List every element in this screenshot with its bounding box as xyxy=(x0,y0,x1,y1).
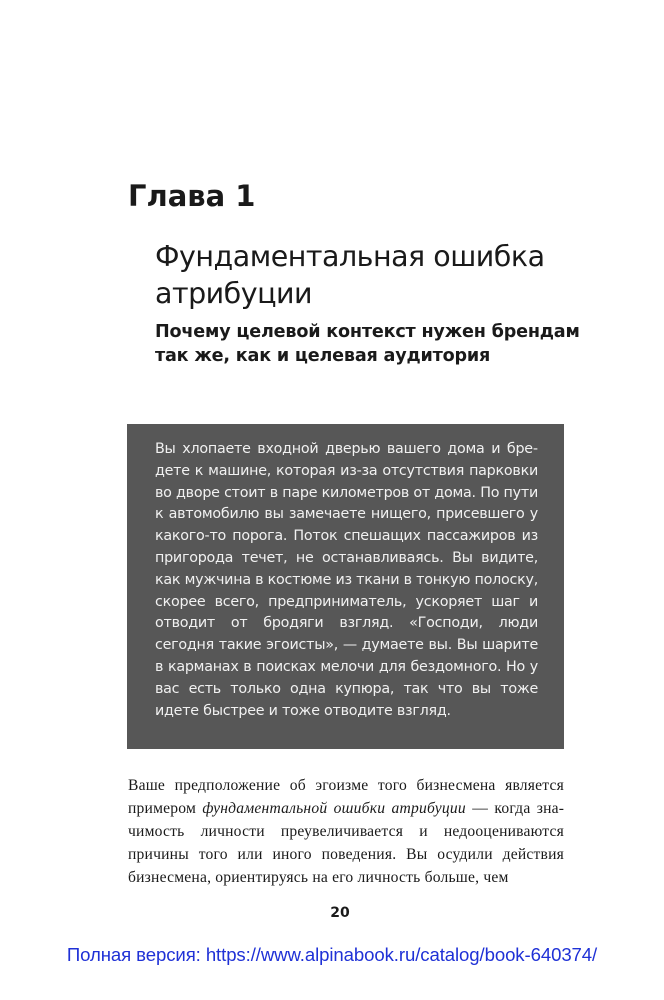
intro-text: Вы хлопаете входной дверью вашего дома и бредете к машине, которая из-за отсутствия парковки во дворе стоит в паре километров от дома. По пути к автомобилю вы замечаете нищего, присевшего у какого-то порога. Поток спешащих пассажиров из пригорода течет, не останавливаясь. Вы видите, как мужчина в костюме из ткани в тонкую полоску, скорее всего, предприниматель, ускоряет шаг и отводит от бродяги взгляд. «Господи, люди сегодня такие эгоисты», — думаете вы. Вы шарите в карманах в поисках мелочи для бездомного. Но у вас есть только одна купюра, так что вы тоже идете быстрее и тоже отводите взгляд. xyxy=(155,441,538,719)
body-text-part2: — когда значимость личности преувеличивается и недооцениваются причины того или иного поведения. Вы осудили действия бизнесмена, ориентируясь на его личность больше, чем xyxy=(128,800,564,886)
body-paragraph xyxy=(128,774,564,889)
chapter-subtitle: Почему целевой контекст нужен брендам так же, как и целевая аудитория xyxy=(155,322,580,366)
page-number: 20 xyxy=(330,905,350,921)
chapter-title: Фундаментальная ошибка атрибуции xyxy=(155,240,545,310)
full-version-link[interactable]: Полная версия: https://www.alpinabook.ru/catalog/book-640374/ xyxy=(66,944,598,965)
body-emphasis: фундаментальной ошибки атрибуции xyxy=(202,800,466,817)
body-text-part1: Ваше предположение об эгоизме того бизнесмена является примером xyxy=(128,777,564,817)
intro-box xyxy=(127,424,564,749)
chapter-label: Глава 1 xyxy=(128,179,256,213)
